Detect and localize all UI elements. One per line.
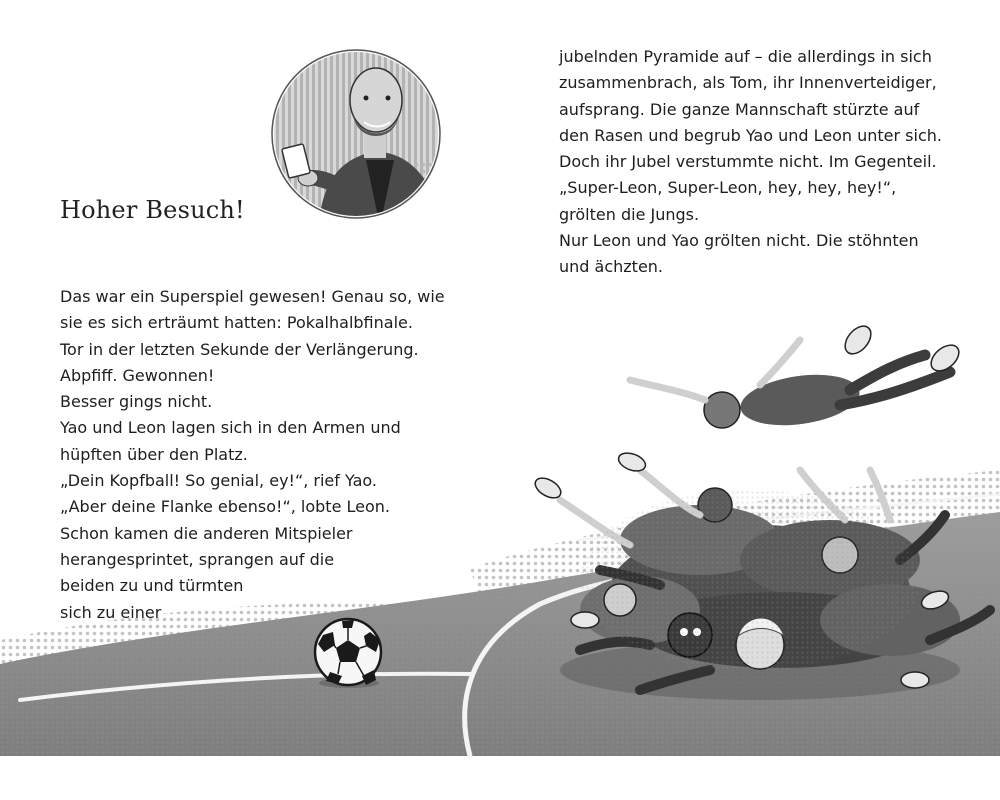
text-line: „Super-Leon, Super-Leon, hey, hey, hey!“, <box>559 178 897 198</box>
text-line: grölten die Jungs. <box>559 204 700 224</box>
text-line: herangesprintet, sprangen auf die <box>60 549 335 569</box>
text-line: Nur Leon und Yao grölten nicht. Die stöhnten <box>559 231 919 251</box>
text-line: „Dein Kopfball! So genial, ey!“, rief Yao. <box>60 471 377 491</box>
text-line: Yao und Leon lagen sich in den Armen und <box>60 418 401 438</box>
text-line: Besser gings nicht. <box>60 392 213 412</box>
text-line: sich zu einer <box>60 602 162 622</box>
text-line: Das war ein Superspiel gewesen! Genau so, wie <box>60 287 445 306</box>
text-line: Doch ihr Jubel verstummte nicht. Im Gegenteil. <box>559 152 937 172</box>
text-line: zusammenbrach, als Tom, ihr Innenverteidiger, <box>559 73 937 93</box>
chapter-title: Hoher Besuch! <box>60 196 245 224</box>
text-line: beiden zu und türmten <box>60 576 244 596</box>
text-line: Abpfiff. Gewonnen! <box>60 365 215 385</box>
text-line: und ächzten. <box>559 257 664 277</box>
text-line: den Rasen und begrub Yao und Leon unter sich. <box>559 125 942 145</box>
left-page-text <box>60 284 480 626</box>
text-line: jubelnden Pyramide auf – die allerdings in sich <box>559 47 932 66</box>
text-line: aufsprang. Die ganze Mannschaft stürzte auf <box>559 99 920 119</box>
right-page-text <box>559 44 979 281</box>
text-line: sie es sich erträumt hatten: Pokalhalbfinale. <box>60 313 413 333</box>
portrait-illustration <box>270 50 455 240</box>
text-line: Schon kamen die anderen Mitspieler <box>60 523 353 543</box>
text-line: Tor in der letzten Sekunde der Verlängerung. <box>60 339 419 359</box>
text-line: hüpften über den Platz. <box>60 444 248 464</box>
text-line: „Aber deine Flanke ebenso!“, lobte Leon. <box>60 497 390 517</box>
